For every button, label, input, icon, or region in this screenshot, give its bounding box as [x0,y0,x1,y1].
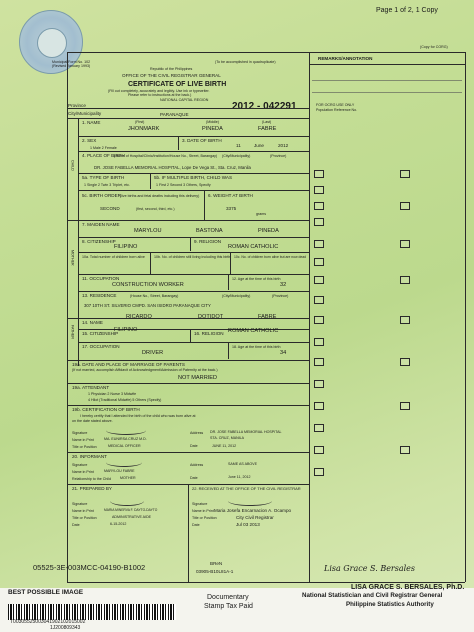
dob-label: 3. DATE OF BIRTH [182,138,222,143]
ocrg-box [314,338,324,346]
received-signature-label: Signature [192,502,208,506]
ocrg-box [314,468,324,476]
ocrg-box [314,170,324,178]
ocrg-box [314,358,324,366]
birth-weight-value: 3375 [226,206,237,211]
mother-citizenship-label: 8. CITIZENSHIP [82,239,116,244]
cert-title-label: Title or Position [72,445,97,449]
father-religion: ROMAN CATHOLIC [228,328,279,334]
father-name-label: 14. NAME [82,320,103,325]
certification-text-2: on the date stated above. [72,419,113,423]
informant-signature-icon [106,458,142,467]
prepared-title: ADMINISTRATIVE AIDE [112,515,152,519]
mother-residence-label: 13. RESIDENCE [82,293,117,298]
father-last-name: FABRE [258,314,277,320]
last-header: (Last) [262,120,272,124]
informant-signature-label: Signature [72,463,88,467]
children-dead-label: 10c. No. of children born alive but are now dead [234,255,307,259]
middle-header: (Middle) [206,120,219,124]
bren-label: BReN [210,561,223,566]
marriage-value: NOT MARRIED [178,375,218,381]
received-name: Maria Josefa Encarnacion A. Ocampo [214,508,292,513]
cert-name-label: Name in Print [72,438,94,442]
father-age-label: 18. Age at the time of this birth [232,345,281,349]
city-label: City/Municipality [68,111,102,116]
pob-label: 4. PLACE OF BIRTH [82,153,125,158]
mother-citizenship: FILIPINO [114,244,138,250]
cert-address: DR. JOSE FABELLA MEMORIAL HOSPITAL [210,430,282,434]
office-label: OFFICE OF THE CIVIL REGISTRAR GENERAL [122,73,221,78]
informant-name: MARYLOU FABRE [104,469,135,473]
best-possible-image-label: BEST POSSIBLE IMAGE [8,589,84,596]
mother-age-label: 12. Age at the time of this birth [232,277,281,281]
father-religion-label: 16. RELIGION [194,331,224,336]
informant-date: June 11, 2012 [228,475,251,479]
signatory-signature: Lisa Grace S. Bersales [324,564,416,573]
first-header: (First) [135,120,145,124]
father-occupation-label: 17. OCCUPATION [82,344,120,349]
mother-first-name: MARYLOU [134,228,162,234]
received-name-label: Name in Print [192,509,214,513]
ocrg-box [314,258,324,266]
pob-value: DR. JOSE FABELLA MEMORIAL HOSPITAL, Lope De Vega St., Sta. Cruz, Manila [94,165,251,170]
ocrg-box [400,240,410,248]
mother-middle-name: BASTONA [196,228,223,234]
signatory-title-2: Philippine Statistics Authority [346,601,434,608]
child-name-label: 1. NAME [82,120,101,125]
ocrg-box [400,358,410,366]
ocrg-box [400,276,410,284]
father-first-name: RICARDO [126,314,152,320]
father-age-value: 34 [280,350,287,356]
region-label: NATIONAL CAPITAL REGION [160,98,209,102]
ocrg-box [314,276,324,284]
population-ref-label: Population Reference No. [316,108,358,112]
informant-label: 20. INFORMANT [72,454,107,459]
city-value: PARANAQUE [160,112,189,117]
stamp-line-1: Documentary [207,594,249,601]
ocrg-box [314,218,324,226]
birth-order-value: SECOND [100,206,120,211]
section-father-label: FATHER [70,325,75,339]
mother-residence: 307 10TH ST. SILVERIO CMPD. SAN ISIDRO PARANAQUE CITY [84,303,211,308]
birth-weight-unit: grams [256,212,266,216]
ocrg-box [400,402,410,410]
attendant-options-2: 4 Hilot (Traditional Midwife) 5 Others (Specify) [88,398,162,402]
prepared-signature-icon [110,496,144,506]
informant-address-label: Address [190,463,204,467]
cert-date: JUNE 11, 2012 [212,444,237,448]
copy-for-label: (Copy for CORG) [420,45,448,49]
prepared-label: 21. PREPARED BY [72,486,112,491]
father-occupation: DRIVER [142,350,164,356]
ocrg-box [314,202,324,210]
ocrg-box [314,186,324,194]
mother-occupation: CONSTRUCTION WORKER [112,282,184,288]
bren-value: 03905-B10L81A-1 [196,569,234,574]
prepared-name: MARIA MINERVA F. DAYTO-DAYTO [104,508,158,512]
child-middle-name: PINEDA [202,126,223,132]
ocrg-box [314,240,324,248]
prepared-title-label: Title or Position [72,516,97,520]
informant-address: SAME AS ABOVE [228,462,257,466]
pob-prov-header: (Province) [270,154,287,158]
barcode-number: T00305525003041902102015002 [10,619,86,625]
sex-options: 1 Male 2 Female [90,146,117,150]
province-label: Province [68,103,86,108]
received-title-label: Title or Position [192,516,217,520]
section-child-label: CHILD [70,160,75,171]
father-citizenship: FILIPINO [114,327,138,333]
informant-name-label: Name in Print [72,470,94,474]
received-date: Jul 03 2013 [236,522,260,527]
ocrg-box [400,446,410,454]
mother-age-value: 32 [280,282,287,288]
fill-out-note: (Fill out completely, accurately and legibly. Use ink or typewriter. [108,89,210,93]
form-revised: (Revised January 1993) [52,64,91,68]
received-date-label: Date [192,523,200,527]
dob-day: 11 [236,143,241,148]
mother-last-name: PINEDA [258,228,279,234]
cert-signature-label: Signature [72,431,88,435]
registry-number: 2012 - 042291 [232,101,297,112]
barcode-number-2: 1J200809343 [50,625,81,631]
pob-city-header: (City/Municipality) [222,154,251,158]
page-label: Page 1 of 2, 1 Copy [376,7,438,14]
informant-date-label: Date [190,476,198,480]
ocrg-box [314,380,324,388]
remarks-header: REMARKS/ANNOTATION [318,56,373,61]
prepared-name-label: Name in Print [72,509,94,513]
for-ocrg-label: FOR OCRG USE ONLY [316,103,355,107]
fill-out-note-2: Please refer to instructions at the back.) [128,93,192,97]
pob-header: (Name of Hospital/Clinic/Institution/House No., Street, Barangay) [114,154,218,158]
received-signature-icon [228,496,272,506]
section-mother-label: MOTHER [70,250,75,266]
multiple-birth-label: 5b. IF MULTIPLE BIRTH, CHILD WAS [154,175,233,180]
ocrg-box [400,170,410,178]
marriage-hint: (If not married, accomplish Affidavit of Acknowledgment/Admission of Paternity at the back.) [72,368,218,372]
reference-number: 05525-3E-003MCC-04190-B1002 [33,563,146,572]
residence-header: (House No., Street, Barangay) [130,294,179,298]
residence-city-header: (City/Municipality) [222,294,251,298]
child-last-name: FABRE [258,126,277,132]
dob-month: June [254,143,264,148]
children-born-label: 10a. Total number of children born alive [82,255,145,259]
signatory-title-1: National Statistician and Civil Registrar General [302,592,443,599]
birth-type-label: 5a. TYPE OF BIRTH [82,175,125,180]
ocrg-box [400,202,410,210]
form-number: Municipal Form No. 102 [52,60,91,64]
birth-order-label: 5c. BIRTH ORDER [82,193,121,198]
attendant-options-1: 1 Physician 2 Nurse 3 Midwife [88,392,137,396]
cert-address-2: STA. CRUZ, MANILA [210,436,245,440]
ocrg-box [314,424,324,432]
father-middle-name: DOTIDOT [198,314,224,320]
republic-label: Republic of the Philippines [150,67,193,71]
prepared-date-label: Date [72,523,80,527]
mother-religion-label: 9. RELIGION [194,239,222,244]
prepared-date: 6-15-2012 [110,522,127,526]
dob-year: 2012 [278,143,289,148]
children-living-label: 10b. No. of children still living including this birth [154,255,231,259]
ocrg-box [400,316,410,324]
barcode-icon [8,604,176,620]
father-citizenship-label: 15. CITIZENSHIP [82,331,119,336]
received-title: City Civil Registrar [236,515,274,520]
residence-prov-header: (Province) [272,294,289,298]
certification-text: I hereby certify that I attended the birth of the child who was born alive at [80,414,196,418]
document-title: CERTIFICATE OF LIVE BIRTH [128,81,227,88]
prepared-signature-label: Signature [72,502,88,506]
informant-relationship: MOTHER [120,476,136,480]
ocrg-box [314,316,324,324]
attendant-label: 19a. ATTENDANT [72,385,110,390]
child-first-name: JHONMARK [128,126,160,132]
ocrg-box [314,402,324,410]
informant-relationship-label: Relationship to the Child [72,477,111,481]
received-label: 22. RECEIVED AT THE OFFICE OF THE CIVIL REGISTRAR [192,486,301,491]
mother-religion: ROMAN CATHOLIC [228,244,279,250]
ocrg-box [314,296,324,304]
cert-name: MA. EUNIRSA CRUZ M.D. [104,437,147,441]
mother-maiden-label: 7. MAIDEN NAME [82,222,120,227]
cert-date-label: Date [190,444,198,448]
accomplish-note: (To be accomplished in quadruplicate) [215,60,276,64]
multiple-birth-options: 1 First 2 Second 3 Others, Specify [156,183,211,187]
mother-occupation-label: 11. OCCUPATION [82,276,120,281]
ocrg-box [314,446,324,454]
cert-title: MEDICAL OFFICER [108,444,141,448]
cert-signature-icon [106,426,146,435]
marriage-label: 19a. DATE AND PLACE OF MARRIAGE OF PARENTS [72,362,185,367]
cert-address-label: Address [190,431,204,435]
stamp-line-2: Stamp Tax Paid [204,603,253,610]
birth-weight-label: 6. WEIGHT AT BIRTH [208,193,253,198]
signatory-name: LISA GRACE S. BERSALES, Ph.D. [351,584,465,591]
certification-label: 19b. CERTIFICATION OF BIRTH [72,407,140,412]
birth-order-hint: (live births and fetal deaths including this delivery) [120,194,200,198]
birth-order-hint-2: (first, second, third, etc.) [136,207,175,211]
sex-label: 2. SEX [82,138,97,143]
birth-type-options: 1 Single 2 Twin 3 Triplet, etc. [84,183,130,187]
